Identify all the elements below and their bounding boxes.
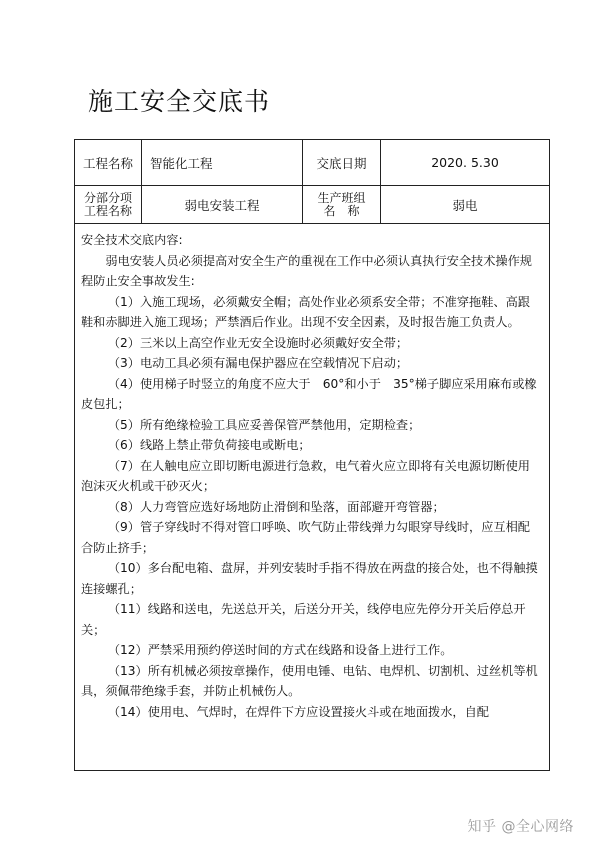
safety-item: （1）入施工现场，必须戴安全帽；高处作业必须系安全带；不准穿拖鞋、高跟鞋和赤脚进入施工现场；严禁酒后作业。出现不安全因素，及时报告施工负责人。 [81, 294, 530, 329]
briefing-date-value: 2020. 5.30 [431, 155, 499, 170]
safety-item: （6）线路上禁止带负荷接电或断电； [107, 438, 311, 452]
safety-item: （13）所有机械必须按章操作，使用电锤、电钻、电焊机、切割机、过丝机等机具，须佩带绝缘手套，并防止机械伤人。 [81, 663, 538, 698]
safety-item: （5）所有绝缘检验工具应妥善保管严禁他用，定期检查； [107, 417, 421, 432]
safety-content [75, 224, 549, 770]
safety-items-list [81, 292, 539, 723]
safety-item: （8）人力弯管应选好场地防止滑倒和坠落，面部避开弯管器； [107, 499, 445, 514]
project-name-value: 智能化工程 [142, 140, 303, 185]
document-title: 施工安全交底书 [88, 87, 271, 116]
sub-project-label [75, 186, 142, 223]
project-name-label: 工程名称 [75, 140, 142, 185]
team-label-line2: 名 称 [323, 203, 360, 218]
sub-project-label-line2: 工程名称 [83, 203, 132, 218]
safety-item: （7）在人触电应立即切断电源进行急救，电气着火应立即将有关电源切断使用泡沫灭火机或干砂灭火； [81, 458, 530, 493]
safety-item: （4）使用梯子时竖立的角度不应大于 60°和小于 35°梯子脚应采用麻布或橡皮包扎； [81, 376, 537, 411]
sub-project-value: 弱电安装工程 [142, 186, 303, 223]
safety-briefing-table [74, 139, 550, 771]
header-row-subproject [75, 186, 549, 224]
content-heading: 安全技术交底内容: [81, 233, 183, 247]
safety-item: （12）严禁采用预约停送时间的方式在线路和设备上进行工作。 [107, 643, 453, 657]
safety-item: （10）多台配电箱、盘屏，并列安装时手指不得放在两盘的接合处，也不得触摸连接螺孔； [81, 561, 538, 596]
header-row-project [75, 140, 549, 186]
safety-item: （11）线路和送电，先送总开关，后送分开关，线停电应先停分开关后停总开关； [81, 602, 526, 637]
watermark: 知乎 @全心网络 [467, 819, 574, 835]
team-label-line1: 生产班组 [317, 190, 366, 205]
team-value: 弱电 [452, 197, 478, 213]
team-label [303, 186, 381, 223]
safety-item: （9）管子穿线时不得对管口呼唤、吹气防止带线弹力勾眼穿导线时，应互相配合防止挤手； [81, 520, 530, 555]
sub-project-label-line1: 分部分项 [83, 190, 132, 205]
briefing-date-label: 交底日期 [303, 140, 381, 185]
content-intro: 弱电安装人员必须提高对安全生产的重视在工作中必须认真执行安全技术操作规程防止安全事故发生: [81, 253, 532, 288]
safety-item: （3）电动工具必须有漏电保护器应在空载情况下启动； [107, 356, 409, 370]
safety-item: （2）三米以上高空作业无安全设施时必须戴好安全带； [107, 335, 409, 350]
safety-item: （14）使用电、气焊时，在焊件下方应设置接火斗或在地面拨水，自配 [107, 704, 489, 719]
